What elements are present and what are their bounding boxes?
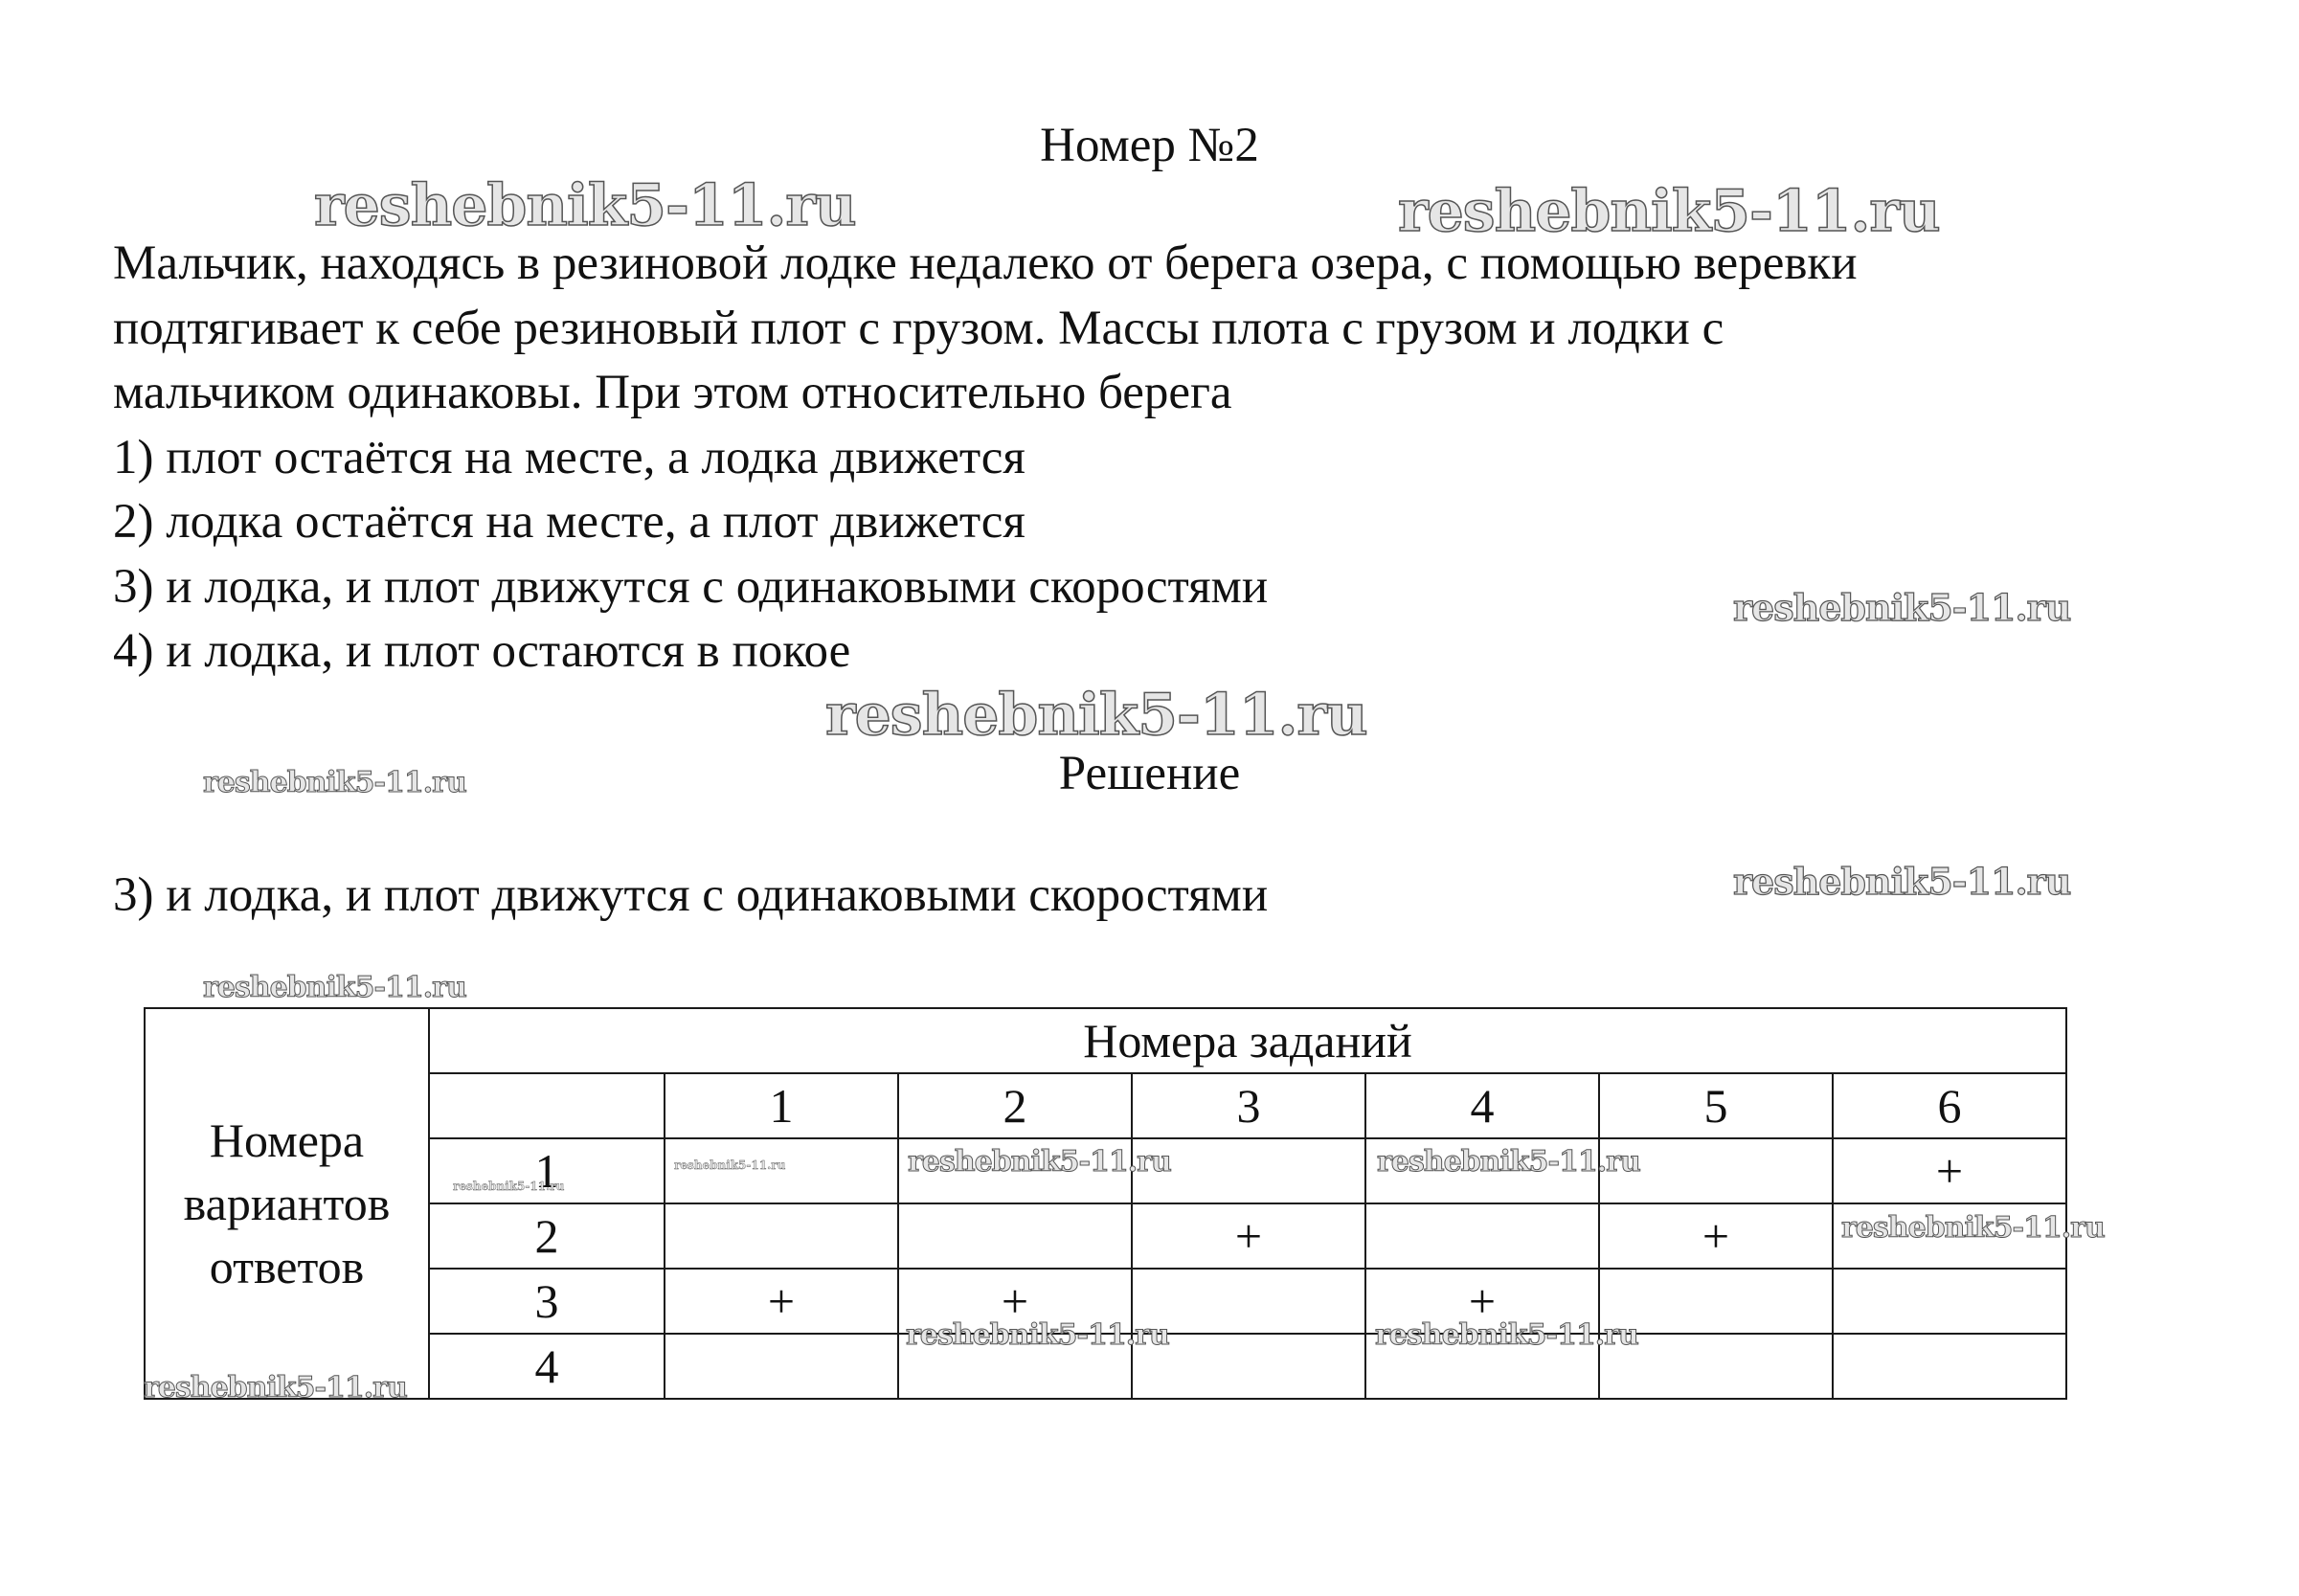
- row-label: 2: [429, 1203, 665, 1269]
- table-row: [145, 1203, 2066, 1269]
- row-header-line: вариантов: [183, 1177, 391, 1230]
- table-header: Номера заданий: [429, 1008, 2066, 1073]
- option-1: 1) плот остаётся на месте, а лодка движется: [113, 430, 1026, 484]
- watermark: reshebnik5-11.ru: [203, 971, 466, 1004]
- watermark: reshebnik5-11.ru: [1841, 1211, 2105, 1245]
- table-cell: [665, 1334, 898, 1399]
- problem-line: Мальчик, находясь в резиновой лодке недалеко от берега озера, с помощью веревки: [113, 236, 1858, 290]
- watermark: reshebnik5-11.ru: [314, 172, 856, 239]
- problem-line: мальчиком одинаковы. При этом относительно берега: [113, 366, 1232, 419]
- corner-cell: [429, 1073, 665, 1138]
- column-header: 3: [1132, 1073, 1365, 1138]
- table-cell: +: [665, 1269, 898, 1334]
- problem-line: подтягивает к себе резиновый плот с грузом. Массы плота с грузом и лодки с: [113, 301, 1724, 355]
- table-cell: +: [1833, 1138, 2066, 1203]
- column-header: 1: [665, 1073, 898, 1138]
- option-2: 2) лодка остаётся на месте, а плот движется: [113, 495, 1026, 549]
- row-label: 1: [429, 1138, 665, 1203]
- table-cell: +: [1599, 1203, 1833, 1269]
- watermark: reshebnik5-11.ru: [144, 1371, 407, 1405]
- watermark: reshebnik5-11.ru: [908, 1145, 1171, 1179]
- watermark: reshebnik5-11.ru: [1375, 1318, 1638, 1352]
- row-label: 3: [429, 1269, 665, 1334]
- column-header: 4: [1365, 1073, 1599, 1138]
- watermark: reshebnik5-11.ru: [1733, 860, 2071, 903]
- table-cell: +: [1365, 1269, 1599, 1334]
- table-cell: [1833, 1269, 2066, 1334]
- solution-title: Решение: [1058, 747, 1241, 800]
- column-header: 6: [1833, 1073, 2066, 1138]
- table-cell: +: [1132, 1203, 1365, 1269]
- option-3: 3) и лодка, и плот движутся с одинаковыми скоростями: [113, 559, 1269, 614]
- option-4: 4) и лодка, и плот остаются в покое: [113, 624, 851, 678]
- watermark: reshebnik5-11.ru: [906, 1318, 1169, 1352]
- row-header-line: Номера: [209, 1113, 365, 1167]
- watermark: reshebnik5-11.ru: [203, 766, 466, 799]
- column-header: 5: [1599, 1073, 1833, 1138]
- column-header: 2: [898, 1073, 1132, 1138]
- table-cell: [1365, 1203, 1599, 1269]
- solution-answer: 3) и лодка, и плот движутся с одинаковыми скоростями: [113, 868, 1269, 922]
- watermark: reshebnik5-11.ru: [1398, 178, 1940, 245]
- table-cell: [665, 1203, 898, 1269]
- page-title: Номер №2: [1040, 119, 1259, 172]
- row-header-cell: [145, 1008, 429, 1399]
- watermark: reshebnik5-11.ru: [825, 682, 1367, 749]
- table-cell: [1833, 1334, 2066, 1399]
- table-cell: [898, 1203, 1132, 1269]
- row-label: 4: [429, 1334, 665, 1399]
- watermark: reshebnik5-11.ru: [674, 1158, 786, 1172]
- table-cell: +: [898, 1269, 1132, 1334]
- watermark: reshebnik5-11.ru: [453, 1180, 565, 1193]
- row-header-line: ответов: [209, 1240, 365, 1293]
- watermark: reshebnik5-11.ru: [1733, 586, 2071, 629]
- watermark: reshebnik5-11.ru: [1377, 1145, 1640, 1179]
